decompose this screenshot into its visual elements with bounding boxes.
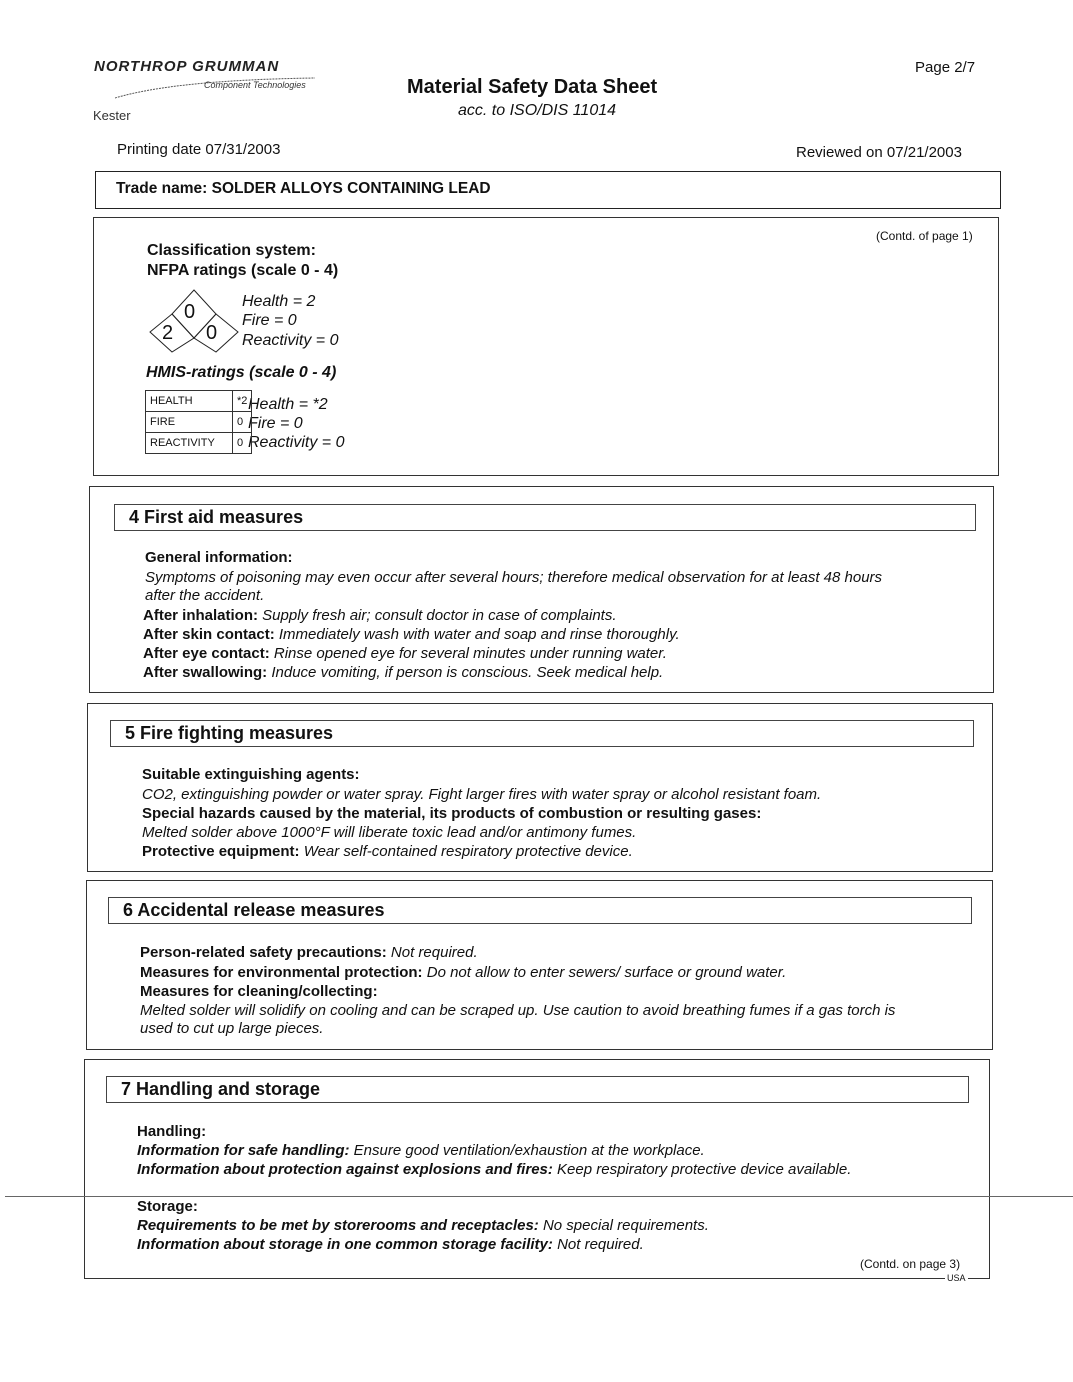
nfpa-reactivity: Reactivity = 0	[242, 332, 339, 349]
storerooms-label: Requirements to be met by storerooms and receptacles:	[137, 1217, 539, 1234]
section-title: 5 Fire fighting measures	[125, 723, 334, 743]
section-first-aid	[89, 486, 994, 693]
section-header	[114, 504, 976, 531]
section-accidental-release	[86, 880, 993, 1050]
safe-handling-line	[137, 1142, 705, 1159]
hazards-label: Special hazards caused by the material, its products of combustion or resulting gases:	[142, 805, 762, 822]
nfpa-label: NFPA ratings (scale 0 - 4)	[147, 262, 339, 279]
general-info-text: Symptoms of poisoning may even occur after several hours; therefore medical observation for at least 48 hours	[145, 569, 883, 586]
general-info-text-cont: after the accident.	[145, 587, 265, 604]
nfpa-fire: Fire = 0	[242, 312, 297, 329]
hmis-table	[145, 390, 252, 454]
safe-handling-text: Ensure good ventilation/exhaustion at the workplace.	[353, 1142, 705, 1159]
env-text: Do not allow to enter sewers/ surface or ground water.	[426, 964, 787, 981]
common-storage-label: Information about storage in one common storage facility:	[137, 1236, 553, 1253]
section-header	[108, 897, 972, 924]
equipment-label: Protective equipment:	[142, 843, 300, 860]
nfpa-left-value: 2	[162, 322, 174, 344]
agents-label: Suitable extinguishing agents:	[142, 766, 360, 783]
hmis-row-label: HEALTH	[146, 391, 233, 412]
eye-label: After eye contact:	[143, 645, 270, 662]
storage-label: Storage:	[137, 1198, 198, 1215]
hmis-label: HMIS-ratings (scale 0 - 4)	[146, 364, 337, 381]
contd-on-page: (Contd. on page 3)	[860, 1257, 961, 1271]
brand-name: Kester	[93, 108, 131, 123]
trade-name-box	[95, 171, 1001, 209]
section-header	[106, 1076, 969, 1103]
handling-label: Handling:	[137, 1123, 207, 1140]
trade-name: Trade name: SOLDER ALLOYS CONTAINING LEAD	[116, 180, 491, 197]
inhalation-line	[143, 607, 617, 624]
nfpa-health: Health = 2	[242, 293, 316, 310]
company-division: Component Technologies	[204, 80, 306, 90]
eye-line	[143, 645, 667, 662]
env-line	[140, 964, 786, 981]
hmis-row-value: 0	[233, 412, 252, 433]
printing-date: Printing date 07/31/2003	[117, 141, 281, 158]
env-label: Measures for environmental protection:	[140, 964, 423, 981]
page-number: Page 2/7	[915, 59, 976, 76]
equipment-line	[142, 843, 633, 860]
section-handling-storage	[84, 1059, 990, 1279]
nfpa-right-value: 0	[206, 322, 218, 344]
document-title: Material Safety Data Sheet	[407, 76, 658, 98]
skin-line	[143, 626, 680, 643]
skin-text: Immediately wash with water and soap and rinse thoroughly.	[278, 626, 680, 643]
hmis-row-value: 0	[233, 433, 252, 454]
country-code: USA	[947, 1273, 966, 1283]
hmis-row	[146, 391, 252, 412]
hmis-row-label: REACTIVITY	[146, 433, 233, 454]
swallow-line	[143, 664, 663, 681]
classification-system-label: Classification system:	[147, 242, 316, 259]
eye-text: Rinse opened eye for several minutes under running water.	[273, 645, 667, 662]
storerooms-text: No special requirements.	[542, 1217, 709, 1234]
person-line	[140, 944, 478, 961]
person-text: Not required.	[390, 944, 478, 961]
reviewed-date: Reviewed on 07/21/2003	[796, 144, 962, 161]
hmis-health: Health = *2	[248, 396, 328, 413]
person-label: Person-related safety precautions:	[140, 944, 387, 961]
section-title: 7 Handling and storage	[121, 1079, 321, 1099]
hmis-fire: Fire = 0	[248, 415, 303, 432]
section-fire-fighting	[87, 703, 993, 872]
equipment-text: Wear self-contained respiratory protective device.	[303, 843, 633, 860]
nfpa-top-value: 0	[184, 301, 196, 323]
divider	[5, 1196, 1073, 1197]
storerooms-line	[137, 1217, 709, 1234]
hmis-row-value: *2	[233, 391, 252, 412]
hmis-reactivity: Reactivity = 0	[248, 434, 345, 451]
company-logo: NORTHROP GRUMMAN	[94, 58, 280, 75]
hmis-row-label: FIRE	[146, 412, 233, 433]
hmis-row	[146, 412, 252, 433]
swallow-label: After swallowing:	[143, 664, 268, 681]
agents-text: CO2, extinguishing powder or water spray. Fight larger fires with water spray or alcohol resistant foam.	[142, 786, 822, 803]
inhalation-label: After inhalation:	[143, 607, 258, 624]
explosion-line	[137, 1161, 851, 1178]
common-storage-text: Not required.	[557, 1236, 644, 1253]
contd-of-page: (Contd. of page 1)	[876, 229, 973, 243]
section-header	[110, 720, 974, 747]
inhalation-text: Supply fresh air; consult doctor in case of complaints.	[262, 607, 617, 624]
explosion-label: Information about protection against explosions and fires:	[137, 1161, 553, 1178]
common-storage-line	[137, 1236, 644, 1253]
document-subtitle: acc. to ISO/DIS 11014	[458, 102, 617, 119]
skin-label: After skin contact:	[143, 626, 275, 643]
section-title: 4 First aid measures	[129, 507, 304, 527]
cleaning-label: Measures for cleaning/collecting:	[140, 983, 378, 1000]
hazards-text: Melted solder above 1000°F will liberate toxic lead and/or antimony fumes.	[142, 824, 637, 841]
swallow-text: Induce vomiting, if person is conscious. Seek medical help.	[271, 664, 664, 681]
section-title: 6 Accidental release measures	[123, 900, 385, 920]
hmis-row	[146, 433, 252, 454]
general-info-label: General information:	[145, 549, 293, 566]
cleaning-text: Melted solder will solidify on cooling and can be scraped up. Use caution to avoid breathing fumes if a gas torch is	[140, 1002, 896, 1019]
safe-handling-label: Information for safe handling:	[137, 1142, 350, 1159]
explosion-text: Keep respiratory protective device available.	[557, 1161, 852, 1178]
cleaning-text-cont: used to cut up large pieces.	[140, 1020, 324, 1037]
